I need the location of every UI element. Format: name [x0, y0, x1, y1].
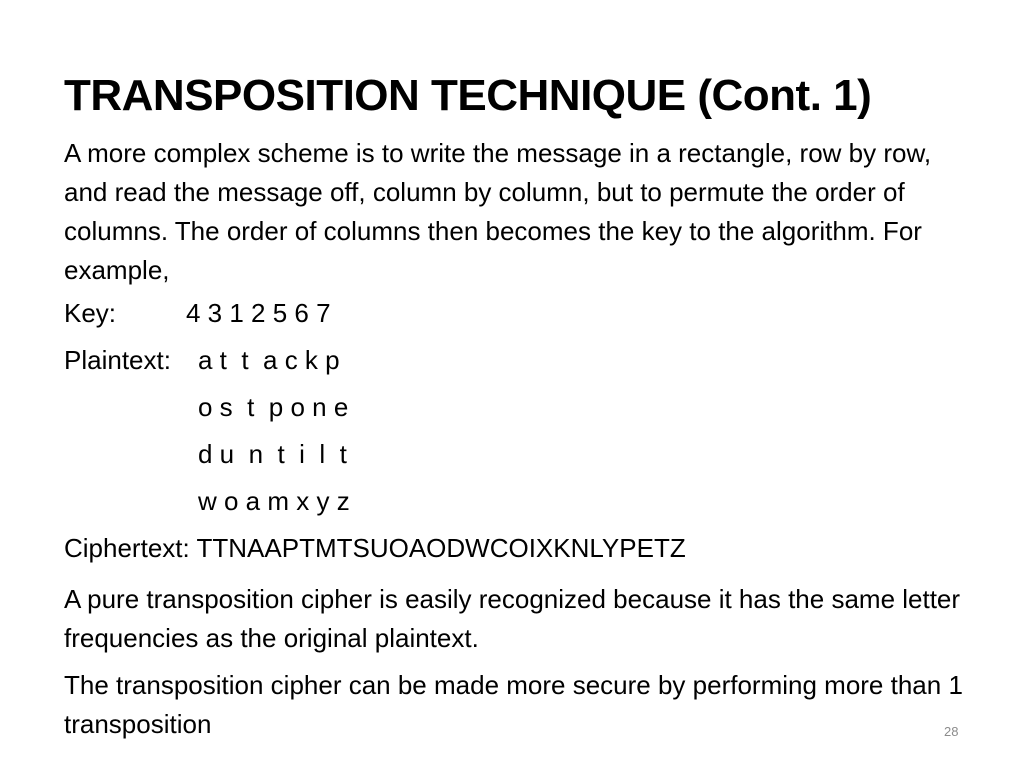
note-paragraph-1: A pure transposition cipher is easily recognized because it has the same letter frequencies as the original plaintext.: [64, 584, 961, 653]
note-paragraph-2: The transposition cipher can be made more secure by performing more than 1 transposition: [64, 670, 963, 739]
plaintext-line: d u n t i l t: [198, 439, 347, 469]
key-row: [64, 290, 974, 337]
plaintext-line: a t t a c k p: [198, 345, 340, 375]
slide-title: TRANSPOSITION TECHNIQUE (Cont. 1): [64, 71, 872, 120]
key-value: 4 3 1 2 5 6 7: [186, 298, 331, 328]
plaintext-label: Plaintext:: [64, 345, 171, 375]
key-label: Key:: [64, 298, 117, 328]
plaintext-row: [64, 337, 974, 384]
ciphertext-row: [64, 525, 974, 572]
plaintext-row: [64, 431, 974, 478]
ciphertext-label: Ciphertext:: [64, 533, 190, 563]
plaintext-line: o s t p o n e: [198, 392, 349, 422]
plaintext-row: [64, 384, 974, 431]
intro-paragraph: A more complex scheme is to write the message in a rectangle, row by row, and read the message off, column by column, but to permute the order of columns. The order of columns then becomes the key to the algorithm. For example,: [64, 138, 932, 285]
ciphertext-value: TTNAAPTMTSUOAODWCOIXKNLYPETZ: [196, 533, 686, 563]
plaintext-row: [64, 478, 974, 525]
slide-body: [64, 134, 974, 744]
page-number: 28: [944, 724, 959, 739]
plaintext-line: w o a m x y z: [198, 486, 350, 516]
